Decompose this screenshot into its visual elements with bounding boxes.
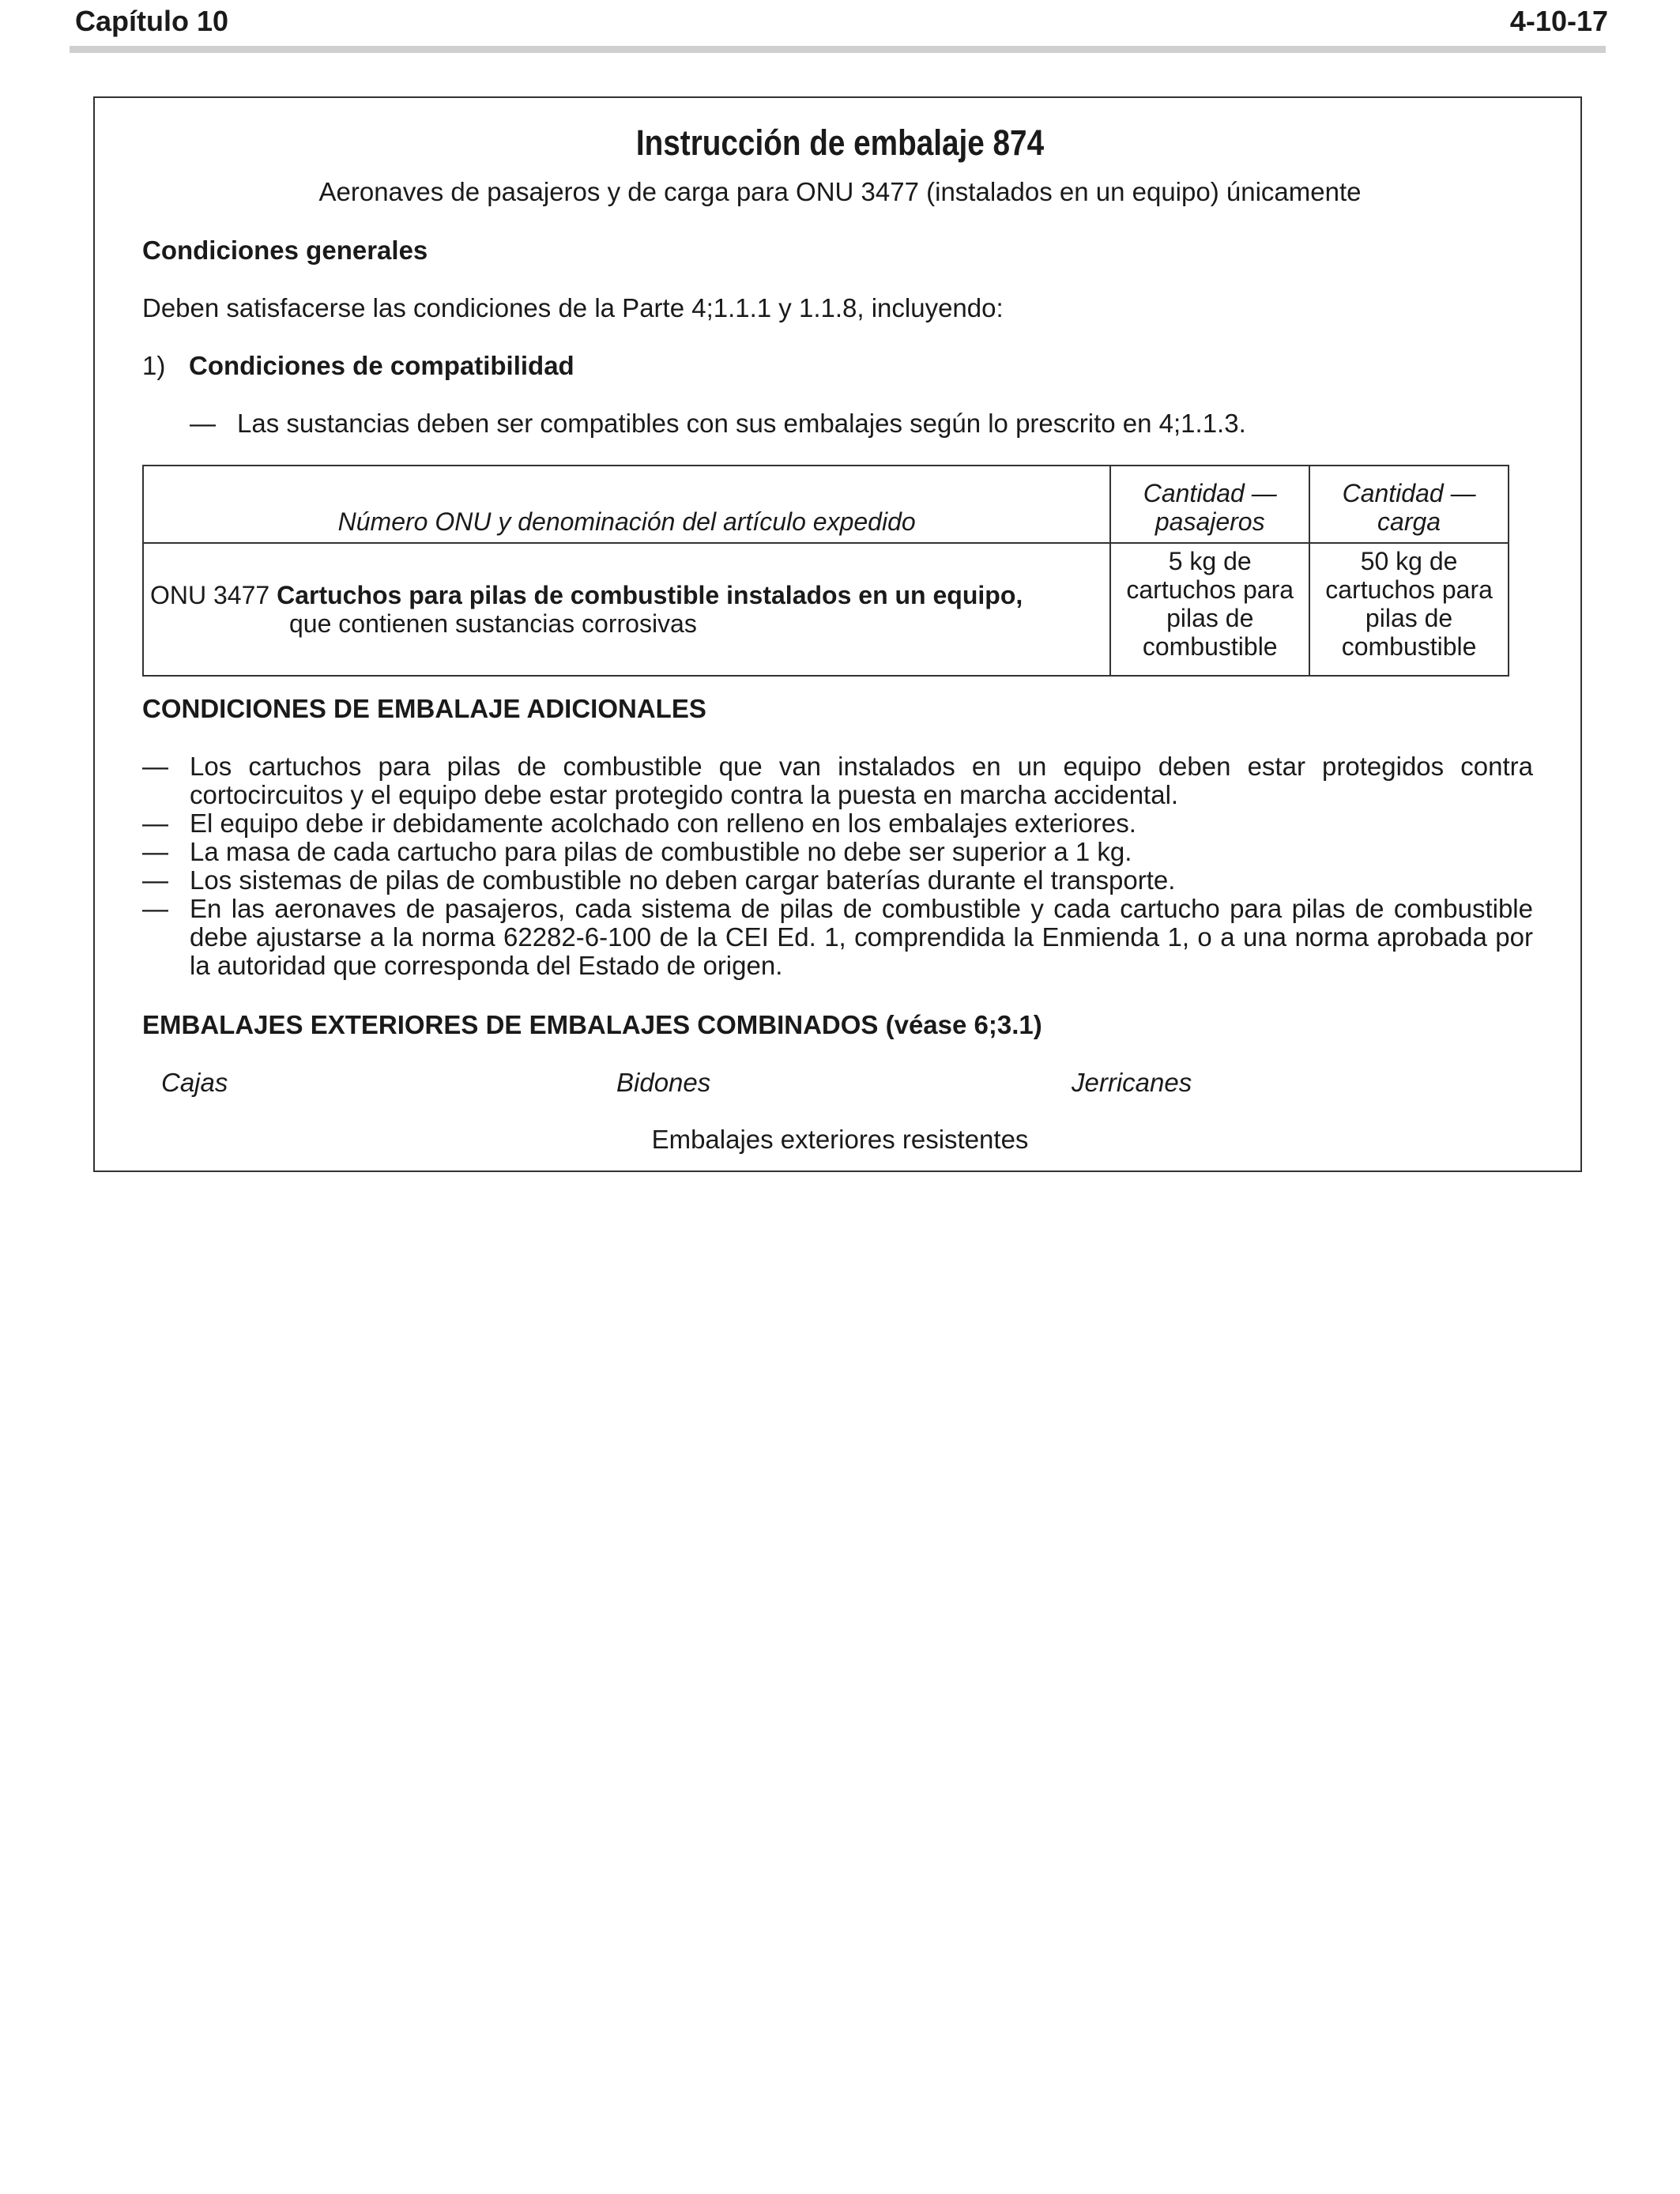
header-cargo-line2: carga [1377, 507, 1441, 536]
compatibility-heading: Condiciones de compatibilidad [189, 351, 574, 380]
header-passenger-quantity [1110, 466, 1309, 543]
outer-packagings-note: Embalajes exteriores resistentes [651, 1125, 1029, 1154]
header-passenger-line1: Cantidad — [1143, 479, 1277, 507]
additional-conditions-list [142, 752, 1533, 980]
additional-conditions-heading: CONDICIONES DE EMBALAJE ADICIONALES [142, 694, 706, 723]
list-dash: — [142, 865, 168, 895]
cargo-quantity-line: cartuchos para [1325, 575, 1493, 604]
list-dash: — [142, 894, 168, 923]
instruction-title: Instrucción de embalaje 874 [635, 123, 1045, 163]
list-item [142, 809, 1533, 838]
general-conditions-heading: Condiciones generales [142, 236, 428, 265]
passenger-quantity-line: combustible [1142, 632, 1278, 661]
list-dash: — [142, 809, 168, 838]
quantity-table [142, 465, 1509, 677]
table-row [143, 543, 1509, 676]
list-item [142, 752, 1533, 809]
compatibility-item-number: 1) [142, 351, 166, 380]
cargo-quantity-line: 50 kg de [1360, 547, 1458, 575]
un-number: ONU 3477 [150, 581, 270, 609]
compatibility-dash: — [190, 409, 216, 438]
list-dash: — [142, 837, 168, 866]
table-header-row [143, 466, 1509, 543]
cargo-quantity-cell [1309, 543, 1509, 676]
general-conditions-intro: Deben satisfacerse las condiciones de la Parte 4;1.1.1 y 1.1.8, incluyendo: [142, 293, 1004, 322]
list-dash: — [142, 752, 168, 781]
article-description [143, 543, 1110, 676]
list-item-text: En las aeronaves de pasajeros, cada sistema de pilas de combustible y cada cartucho para pilas de combustible debe ajustarse a la norma 62282-6-100 de la CEI Ed. 1, comprendida la Enmienda 1, o a una norma aprobada por la autoridad que corresponda del Estado de origen. [190, 894, 1533, 980]
packaging-type-jerricans: Jerricanes [1072, 1068, 1192, 1097]
article-name-rest: que contienen sustancias corrosivas [289, 609, 697, 638]
cargo-quantity-line: combustible [1341, 632, 1477, 661]
outer-packagings-heading: EMBALAJES EXTERIORES DE EMBALAJES COMBINADOS (véase 6;3.1) [142, 1010, 1042, 1039]
list-item-text: La masa de cada cartucho para pilas de combustible no debe ser superior a 1 kg. [190, 837, 1132, 866]
list-item-text: El equipo debe ir debidamente acolchado con relleno en los embalajes exteriores. [190, 809, 1136, 838]
list-item [142, 866, 1533, 895]
compatibility-text: Las sustancias deben ser compatibles con sus embalajes según lo prescrito en 4;1.1.3. [237, 409, 1246, 438]
cargo-quantity-line: pilas de [1365, 604, 1453, 632]
header-passenger-line2: pasajeros [1155, 507, 1265, 536]
passenger-quantity-line: 5 kg de [1168, 547, 1252, 575]
passenger-quantity-line: pilas de [1166, 604, 1254, 632]
article-name-bold: Cartuchos para pilas de combustible instalados en un equipo, [277, 581, 1023, 609]
list-item-text: Los sistemas de pilas de combustible no deben cargar baterías durante el transporte. [190, 865, 1176, 895]
header-cargo-line1: Cantidad — [1342, 479, 1476, 507]
page-number: 4-10-17 [1509, 5, 1608, 37]
list-item [142, 895, 1533, 980]
list-item [142, 838, 1533, 866]
header-article-name: Número ONU y denominación del artículo expedido [143, 466, 1110, 543]
packaging-type-drums: Bidones [616, 1068, 711, 1097]
list-item-text: Los cartuchos para pilas de combustible que van instalados en un equipo deben estar protegidos contra cortocircuitos y el equipo debe estar protegido contra la puesta en marcha accidental. [190, 752, 1533, 809]
header-divider [70, 46, 1606, 53]
packaging-type-boxes: Cajas [161, 1068, 228, 1097]
passenger-quantity-line: cartuchos para [1126, 575, 1294, 604]
header-cargo-quantity [1309, 466, 1509, 543]
chapter-label: Capítulo 10 [75, 5, 229, 37]
passenger-quantity-cell [1110, 543, 1309, 676]
instruction-subtitle: Aeronaves de pasajeros y de carga para ONU 3477 (instalados en un equipo) únicamente [318, 177, 1362, 206]
